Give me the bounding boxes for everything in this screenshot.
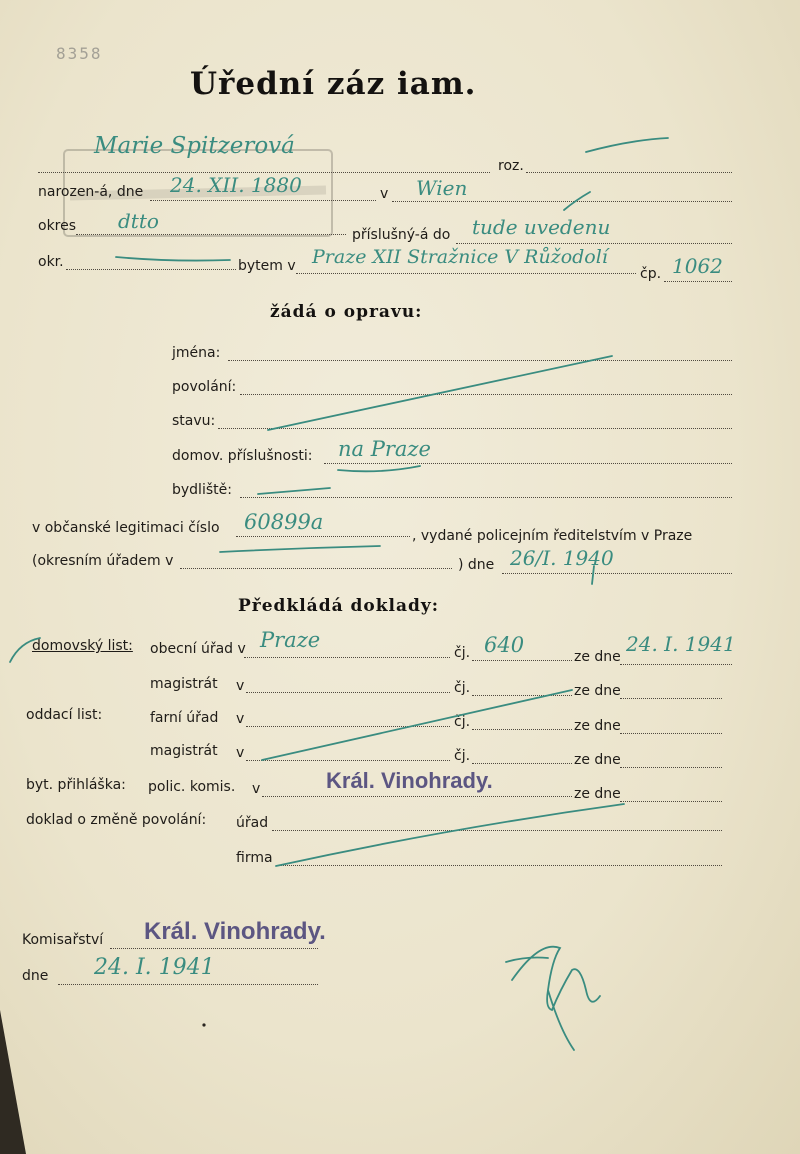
label-v-birth: v: [380, 186, 389, 202]
hw-birth-place: Wien: [416, 176, 468, 200]
label-ze-dne-1: ze dne: [574, 649, 621, 665]
hw-name: Marie Spitzerová: [94, 133, 295, 159]
label-cj-1: čj.: [454, 645, 471, 661]
hw-birth-date: 24. XII. 1880: [170, 173, 302, 197]
hw-domovsky-date: 24. I. 1941: [626, 632, 736, 656]
label-oddaci: oddací list:: [26, 707, 103, 723]
section-zada: žádá o opravu:: [270, 302, 423, 322]
label-cj-4: čj.: [454, 748, 471, 764]
label-magistrat-1: magistrát: [150, 676, 218, 692]
label-v-farni: v: [236, 711, 245, 727]
label-magistrat-2: magistrát: [150, 743, 218, 759]
label-obecni: obecní úřad v: [150, 641, 246, 657]
hw-signature-date: 24. I. 1941: [94, 955, 215, 980]
hw-residence: Praze XII Stražnice V Růžodolí: [312, 246, 608, 268]
stamp-vinohrady-2: Král. Vinohrady.: [144, 918, 326, 945]
label-farni: farní úřad: [150, 710, 219, 726]
label-cj-2: čj.: [454, 680, 471, 696]
label-vydane: , vydané policejním ředitelstvím v Praze: [412, 528, 693, 544]
label-komisarstvi: Komisařství: [22, 932, 104, 948]
label-domov: domov. příslušnosti:: [172, 448, 313, 464]
label-ze-dne-5: ze dne: [574, 786, 621, 802]
label-okresnim: (okresním úřadem v: [32, 553, 174, 569]
serial-number: 8358: [56, 44, 103, 63]
hw-signature: [560, 1010, 561, 1011]
label-bytem: bytem v: [238, 258, 296, 274]
hw-belongs-to: tude uvedenu: [472, 215, 611, 239]
label-doklad: doklad o změně povolání:: [26, 812, 207, 828]
hw-domicile-fix: na Praze: [338, 437, 431, 461]
label-dne-paren: ) dne: [458, 557, 495, 573]
label-polic: polic. komis.: [148, 779, 236, 795]
label-jmena: jména:: [172, 345, 221, 361]
label-dne-bottom: dne: [22, 968, 49, 984]
hw-id-number: 60899a: [244, 510, 324, 534]
label-roz: roz.: [498, 158, 524, 174]
label-stavu: stavu:: [172, 413, 216, 429]
label-cp: čp.: [640, 266, 662, 282]
label-narozen: narozen-á, dne: [38, 184, 144, 200]
label-povolani: povolání:: [172, 379, 237, 395]
label-bydliste: bydliště:: [172, 482, 232, 498]
form-title: Úřední záz iam.: [190, 66, 477, 102]
label-v-mag-1: v: [236, 678, 245, 694]
label-legitimace: v občanské legitimaci číslo: [32, 520, 220, 536]
hw-domovsky-place: Praze: [260, 628, 321, 652]
label-okr: okr.: [38, 254, 64, 270]
hw-domovsky-cj: 640: [484, 633, 525, 657]
label-byt: byt. přihláška:: [26, 777, 126, 793]
label-urad: úřad: [236, 815, 269, 831]
stamp-vinohrady-1: Král. Vinohrady.: [326, 768, 493, 793]
label-ze-dne-3: ze dne: [574, 718, 621, 734]
hw-house-number: 1062: [672, 254, 723, 278]
label-cj-3: čj.: [454, 714, 471, 730]
label-domovsky: domovský list:: [32, 638, 133, 654]
label-ze-dne-2: ze dne: [574, 683, 621, 699]
label-firma: firma: [236, 850, 273, 866]
label-v-mag-2: v: [236, 745, 245, 761]
hw-district: dtto: [118, 209, 159, 233]
label-ze-dne-4: ze dne: [574, 752, 621, 768]
label-prislusny: příslušný-á do: [352, 227, 451, 243]
label-v-polic: v: [252, 781, 261, 797]
hw-id-date: 26/I. 1940: [510, 546, 614, 570]
label-okres: okres: [38, 218, 77, 234]
section-predklada: Předkládá doklady:: [238, 596, 440, 616]
